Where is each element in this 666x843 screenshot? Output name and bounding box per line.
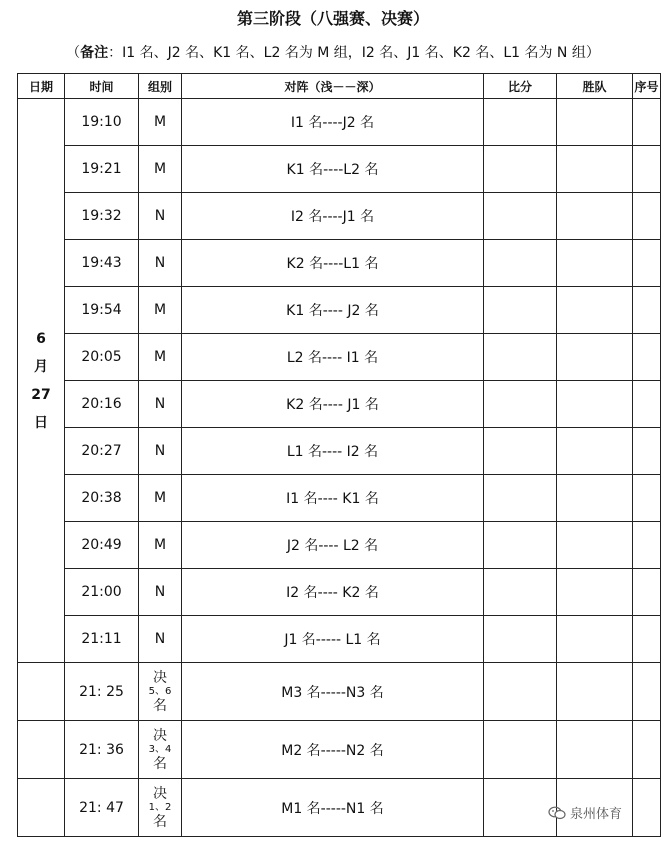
winner-cell [557,569,633,616]
match-cell: K2 名----L1 名 [182,240,484,287]
table-row [18,381,661,428]
winner-cell [557,475,633,522]
group-final-suffix: 名 [153,697,167,714]
date-number: 27 [31,386,51,403]
group-cell [139,663,182,721]
match-cell: L2 名---- I1 名 [182,334,484,381]
time-cell: 21: 47 [65,779,139,837]
schedule-table [17,73,661,837]
match-cell: J2 名---- L2 名 [182,522,484,569]
header-seq: 序号 [633,74,661,99]
match-cell: M3 名-----N3 名 [182,663,484,721]
time-cell: 20:27 [65,428,139,475]
time-cell: 20:16 [65,381,139,428]
table-row [18,334,661,381]
table-row [18,146,661,193]
match-cell: J1 名----- L1 名 [182,616,484,663]
winner-cell [557,146,633,193]
table-row [18,428,661,475]
group-final-suffix: 名 [153,755,167,772]
match-cell: K2 名---- J1 名 [182,381,484,428]
match-cell: I2 名----J1 名 [182,193,484,240]
final-row [18,721,661,779]
seq-cell [633,663,661,721]
time-cell: 19:43 [65,240,139,287]
table-row [18,193,661,240]
table-row [18,475,661,522]
seq-cell [633,99,661,146]
time-cell: 21: 25 [65,663,139,721]
group-cell: M [139,475,182,522]
winner-cell [557,287,633,334]
seq-cell [633,522,661,569]
winner-cell [557,240,633,287]
seq-cell [633,193,661,240]
remark-label: 备注 [80,45,109,61]
group-final-suffix: 名 [153,813,167,830]
header-group: 组别 [139,74,182,99]
match-cell: M1 名-----N1 名 [182,779,484,837]
table-row [18,287,661,334]
seq-cell [633,334,661,381]
header-match: 对阵（浅－－深） [182,74,484,99]
score-cell [484,663,557,721]
score-cell [484,99,557,146]
header-winner: 胜队 [557,74,633,99]
time-cell: 21:00 [65,569,139,616]
seq-cell [633,146,661,193]
group-final-label: 决 [153,727,167,744]
winner-cell [557,193,633,240]
table-row [18,616,661,663]
time-cell: 21:11 [65,616,139,663]
seq-cell [633,721,661,779]
table-row [18,522,661,569]
seq-cell [633,569,661,616]
match-cell: M2 名-----N2 名 [182,721,484,779]
score-cell [484,287,557,334]
header-date: 日期 [18,74,65,99]
winner-cell [557,663,633,721]
group-final-places: 1、2 [148,801,172,813]
table-row [18,569,661,616]
date-cell [18,99,65,663]
score-cell [484,240,557,287]
score-cell [484,334,557,381]
group-cell: N [139,616,182,663]
seq-cell [633,240,661,287]
group-cell: N [139,428,182,475]
page-title: 第三阶段（八强赛、决赛） [236,9,429,28]
score-cell [484,721,557,779]
table-row [18,240,661,287]
time-cell: 19:54 [65,287,139,334]
group-cell [139,779,182,837]
time-cell: 20:38 [65,475,139,522]
watermark [548,803,622,822]
score-cell [484,616,557,663]
group-cell: M [139,99,182,146]
time-cell: 20:49 [65,522,139,569]
group-cell: M [139,146,182,193]
seq-cell [633,287,661,334]
winner-cell [557,334,633,381]
time-cell: 20:05 [65,334,139,381]
match-cell: I2 名---- K2 名 [182,569,484,616]
group-cell: M [139,522,182,569]
group-cell: N [139,240,182,287]
time-cell: 21: 36 [65,721,139,779]
wechat-icon [548,806,566,820]
group-cell: N [139,193,182,240]
score-cell [484,779,557,837]
date-cell-empty [18,663,65,721]
score-cell [484,569,557,616]
score-cell [484,428,557,475]
seq-cell [633,779,661,837]
winner-cell [557,428,633,475]
match-cell: I1 名---- K1 名 [182,475,484,522]
score-cell [484,475,557,522]
seq-cell [633,475,661,522]
group-final-label: 决 [153,785,167,802]
seq-cell [633,381,661,428]
score-cell [484,381,557,428]
watermark-text: 泉州体育 [570,807,623,822]
match-cell: K1 名----L2 名 [182,146,484,193]
group-cell [139,721,182,779]
date-cell-empty [18,779,65,837]
group-final-places: 5、6 [148,685,172,697]
score-cell [484,522,557,569]
group-final-label: 决 [153,669,167,686]
table-row [18,99,661,146]
time-cell: 19:32 [65,193,139,240]
score-cell [484,146,557,193]
header-score: 比分 [484,74,557,99]
final-row [18,663,661,721]
group-final-places: 3、4 [148,743,172,755]
date-cell-empty [18,721,65,779]
header-time: 时间 [65,74,139,99]
match-cell: K1 名---- J2 名 [182,287,484,334]
winner-cell [557,616,633,663]
remark-open-paren: （ [66,45,81,61]
group-cell: N [139,569,182,616]
date-day-char: 日 [34,414,48,431]
time-cell: 19:21 [65,146,139,193]
seq-cell [633,616,661,663]
header-row [18,74,661,99]
winner-cell [557,99,633,146]
score-cell [484,193,557,240]
group-cell: M [139,287,182,334]
winner-cell [557,522,633,569]
match-cell: I1 名----J2 名 [182,99,484,146]
date-day: 6 [36,330,46,347]
group-cell: M [139,334,182,381]
winner-cell [557,381,633,428]
winner-cell [557,721,633,779]
match-cell: L1 名---- I2 名 [182,428,484,475]
date-month-char: 月 [34,358,48,375]
group-cell: N [139,381,182,428]
remark-text: ：I1 名、J2 名、K1 名、L2 名为 M 组，I2 名、J1 名、K2 名、L1 名为 N 组） [108,45,600,61]
time-cell: 19:10 [65,99,139,146]
seq-cell [633,428,661,475]
remark-note [0,42,666,62]
